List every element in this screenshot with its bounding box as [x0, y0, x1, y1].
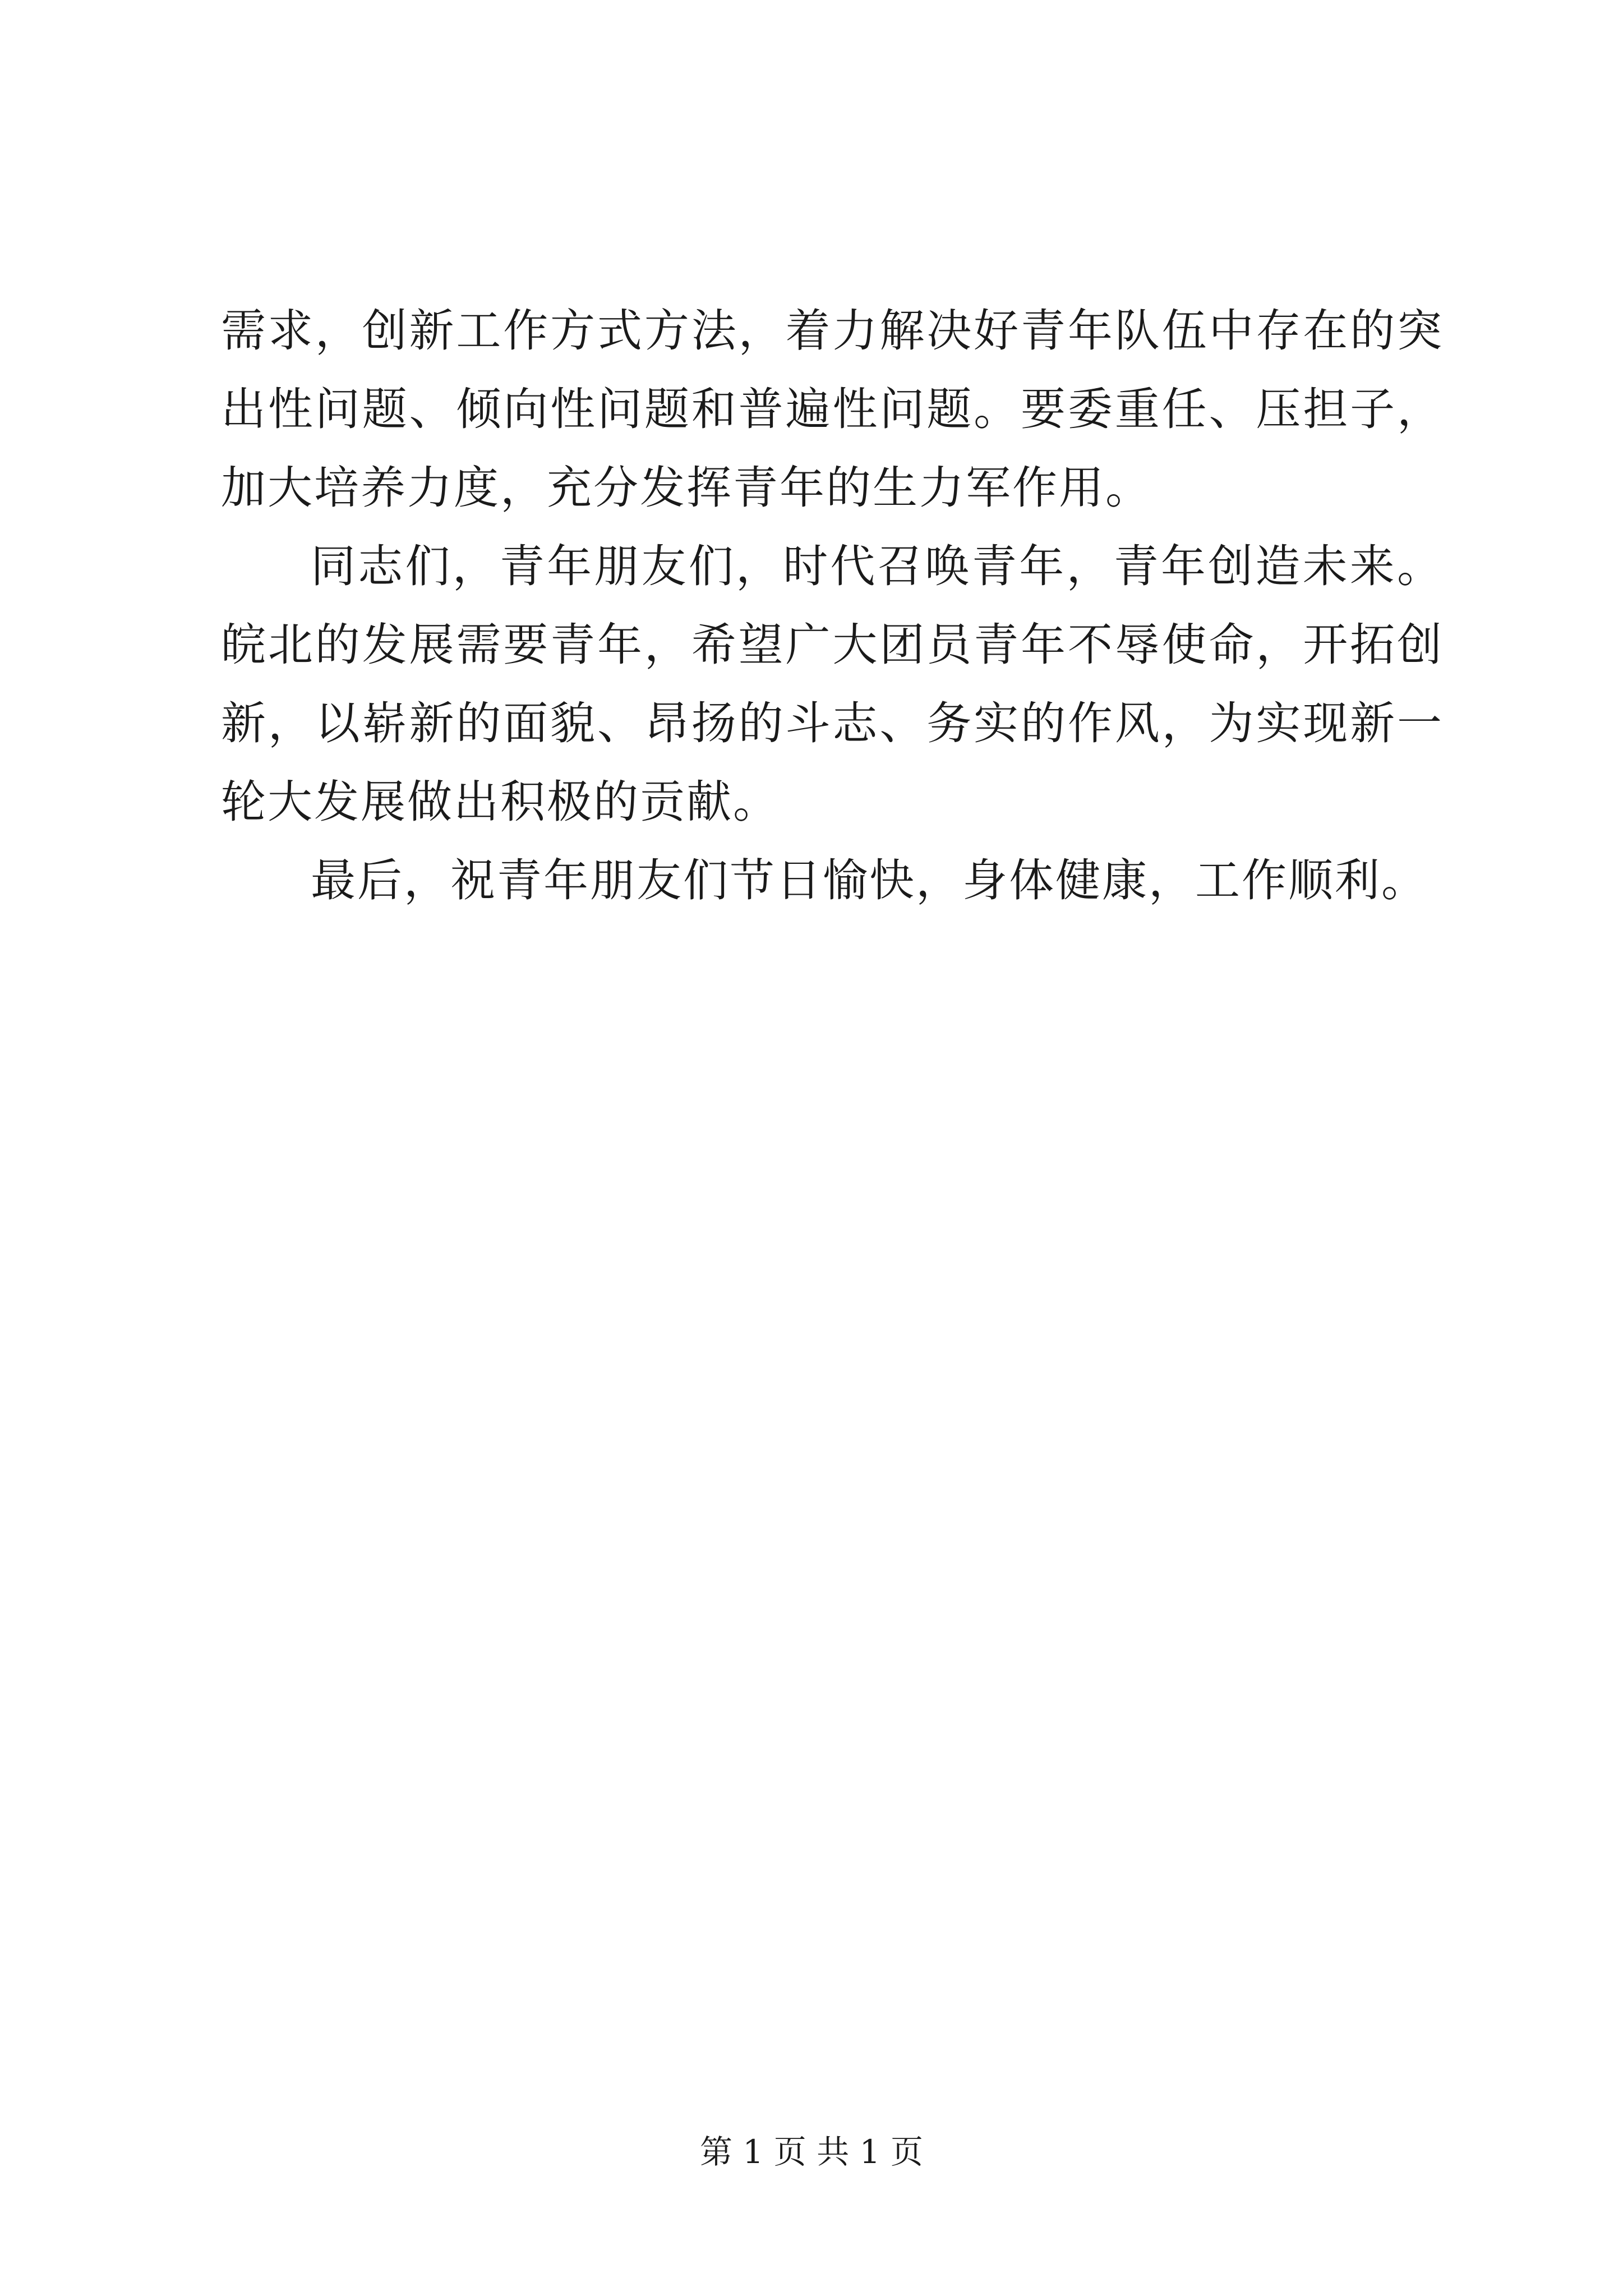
document-body: [221, 292, 1444, 920]
page-footer: 第 1 页 共 1 页: [700, 2133, 923, 2171]
paragraph-closing-wishes: 最后，祝青年朋友们节日愉快，身体健康，工作顺利。: [311, 854, 1428, 907]
paragraph-continuation: 需求，创新工作方式方法，着力解决好青年队伍中存在的突出性问题、倾向性问题和普遍性问题。要委重任、压担子，加大培养力度，充分发挥青年的生力军作用。: [221, 305, 1444, 514]
paragraph-closing-appeal: 同志们，青年朋友们，时代召唤青年，青年创造未来。皖北的发展需要青年，希望广大团员青年不辱使命，开拓创新，以崭新的面貌、昂扬的斗志、务实的作风，为实现新一轮大发展做出积极的贡献。: [221, 540, 1444, 828]
